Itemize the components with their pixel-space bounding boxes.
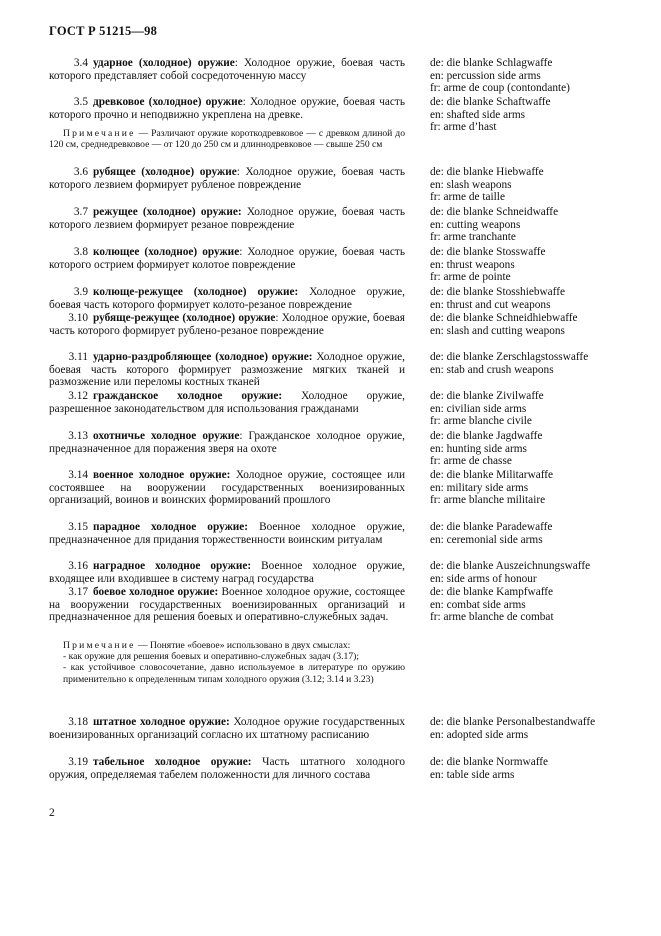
- term-text: Военное холодное оружие, входящее или входившее в систему наград государства: [49, 560, 405, 585]
- foreign-term: de: die blanke Stosswaffe: [430, 246, 546, 258]
- term-text: Военное холодное оружие, предназначенное для придания торжественности воинским ритуалам: [49, 521, 405, 546]
- term-text: : Холодное оружие, боевая часть которого острием формирует колотое повреждение: [49, 246, 405, 271]
- foreign-term: de: die blanke Paradewaffe: [430, 521, 553, 533]
- term-text: : Холодное оружие, боевая часть которого лезвием формирует рубленое повреждение: [49, 166, 405, 191]
- foreign-equivalents: [430, 96, 650, 134]
- term-text: Холодное оружие государственных военизированных организаций согласно их штатному расписанию: [49, 716, 405, 741]
- term-definition: [49, 756, 405, 781]
- term-text: : Холодное оружие, боевая часть которого представляет собой сосредоточенную массу: [49, 57, 406, 82]
- foreign-term: en: ceremonial side arms: [430, 533, 543, 546]
- term-text: Холодное оружие, боевая часть которого формирует колото-резаное повреждение: [49, 286, 405, 311]
- term-definition: [49, 57, 405, 82]
- foreign-term: fr: arme blanche militaire: [430, 494, 546, 507]
- term-definition: [49, 430, 405, 455]
- foreign-term: en: military side arms: [430, 481, 529, 494]
- note-text: — Различают оружие короткодревковое — с древком длиной до 120 см, среднедревковое — от 120 до 250 см и длиннодревковое — свыше 250 см: [49, 128, 405, 151]
- foreign-term: en: slash weapons: [430, 178, 512, 191]
- foreign-term: en: civilian side arms: [430, 402, 527, 415]
- term-number: 3.16: [68, 560, 88, 572]
- foreign-term: de: die blanke Schaftwaffe: [430, 96, 551, 108]
- term-text: : Холодное оружие, боевая часть которого формирует рублено-резаное повреждение: [49, 312, 405, 337]
- term-number: 3.13: [68, 430, 88, 442]
- foreign-term: en: adopted side arms: [430, 728, 529, 741]
- term-definition: [49, 586, 405, 624]
- foreign-equivalents: [430, 560, 650, 585]
- term-definition: [49, 96, 405, 121]
- foreign-term: de: die blanke Jagdwaffe: [430, 430, 543, 442]
- term-name: рубяще-режущее (холодное) оружие: [93, 312, 276, 324]
- foreign-term: en: cutting weapons: [430, 218, 521, 231]
- note-shaft-length: [49, 128, 405, 150]
- term-number: 3.17: [68, 586, 88, 598]
- foreign-term: de: die blanke Schneidwaffe: [430, 206, 559, 218]
- foreign-term: fr: arme de chasse: [430, 455, 512, 468]
- foreign-equivalents: [430, 246, 650, 284]
- foreign-term: fr: arme d’hast: [430, 121, 497, 134]
- term-number: 3.12: [68, 390, 88, 402]
- note-label: Примечание: [63, 128, 136, 139]
- term-definition: [49, 351, 405, 389]
- foreign-equivalents: [430, 286, 650, 311]
- term-number: 3.11: [68, 351, 88, 363]
- term-definition: [49, 166, 405, 191]
- term-number: 3.15: [68, 521, 88, 533]
- foreign-term: fr: arme de coup (contondante): [430, 82, 570, 95]
- note-label: Примечание: [63, 640, 136, 651]
- term-definition: [49, 521, 405, 546]
- foreign-term: en: thrust weapons: [430, 258, 515, 271]
- term-definition: [49, 390, 405, 415]
- foreign-term: fr: arme blanche civile: [430, 415, 532, 428]
- foreign-term: de: die blanke Schneidhiebwaffe: [430, 312, 578, 324]
- term-number: 3.18: [68, 716, 88, 728]
- foreign-term: en: combat side arms: [430, 598, 526, 611]
- term-definition: [49, 286, 405, 311]
- term-name: древковое (холодное) оружие: [93, 96, 243, 108]
- note-item: - как оружие для решения боевых и оперативно-служебных задач (3.17);: [63, 651, 359, 663]
- foreign-term: de: die blanke Normwaffe: [430, 756, 549, 768]
- foreign-equivalents: [430, 390, 650, 428]
- term-number: 3.19: [68, 756, 88, 768]
- foreign-term: en: side arms of honour: [430, 572, 537, 585]
- term-name: колюще-режущее (холодное) оружие:: [93, 286, 299, 298]
- foreign-term: en: thrust and cut weapons: [430, 298, 551, 311]
- term-name: колющее (холодное) оружие: [93, 246, 240, 258]
- term-number: 3.4: [73, 57, 88, 69]
- foreign-term: fr: arme de pointe: [430, 271, 511, 284]
- term-number: 3.7: [73, 206, 88, 218]
- term-name: гражданское холодное оружие:: [93, 390, 283, 402]
- foreign-term: de: die blanke Stosshiebwaffe: [430, 286, 566, 298]
- term-text: Холодное оружие, боевая часть которого формирует размозжение мягких тканей и размозжение или переломы костных тканей: [49, 351, 405, 389]
- term-definition: [49, 246, 405, 271]
- foreign-equivalents: [430, 206, 650, 244]
- foreign-equivalents: [430, 521, 650, 546]
- term-name: рубящее (холодное) оружие: [93, 166, 237, 178]
- foreign-term: en: table side arms: [430, 768, 515, 781]
- term-name: военное холодное оружие:: [93, 469, 231, 481]
- term-name: парадное холодное оружие:: [93, 521, 249, 533]
- foreign-equivalents: [430, 586, 650, 624]
- term-name: ударное (холодное) оружие: [93, 57, 235, 69]
- foreign-term: en: stab and crush weapons: [430, 363, 554, 376]
- foreign-term: en: percussion side arms: [430, 69, 541, 82]
- foreign-term: de: die blanke Zerschlagstosswaffe: [430, 351, 589, 363]
- foreign-equivalents: [430, 716, 650, 741]
- note-item: - как устойчивое словосочетание, давно используемое в литературе по оружию применительно к определенным типам холодного оружия (3.12; 3.14 и 3.23): [63, 662, 405, 685]
- note-combat-meaning: [49, 640, 405, 685]
- foreign-equivalents: [430, 756, 650, 781]
- term-text: Холодное оружие, состоящее или состоявшее на вооружении государственных военизированных организаций, воинов и воинских формирований прошлого: [49, 469, 405, 507]
- foreign-term: fr: arme tranchante: [430, 231, 516, 244]
- page-number: 2: [49, 807, 55, 819]
- term-number: 3.10: [68, 312, 88, 324]
- term-text: Военное холодное оружие, состоящее на вооружении государственных военизированных организаций и предназначенное для решения боевых и оперативно-служебных задач.: [49, 586, 405, 624]
- term-definition: [49, 206, 405, 231]
- foreign-term: de: die blanke Schlagwaffe: [430, 57, 553, 69]
- foreign-term: de: die blanke Zivilwaffe: [430, 390, 544, 402]
- term-definition: [49, 716, 405, 741]
- term-name: боевое холодное оружие:: [93, 586, 219, 598]
- term-name: режущее (холодное) оружие:: [93, 206, 242, 218]
- foreign-term: de: die blanke Militarwaffe: [430, 469, 554, 481]
- foreign-equivalents: [430, 312, 650, 337]
- note-text: — Понятие «боевое» использовано в двух смыслах:: [135, 640, 351, 651]
- term-number: 3.6: [73, 166, 88, 178]
- foreign-term: de: die blanke Kampfwaffe: [430, 586, 554, 598]
- foreign-equivalents: [430, 469, 650, 507]
- term-name: ударно-раздробляющее (холодное) оружие:: [93, 351, 313, 363]
- foreign-equivalents: [430, 57, 650, 95]
- term-text: : Холодное оружие, боевая часть которого прочно и неподвижно укреплена на древке.: [49, 96, 405, 121]
- term-number: 3.9: [73, 286, 88, 298]
- foreign-equivalents: [430, 166, 650, 204]
- term-name: охотничье холодное оружие: [93, 430, 240, 442]
- term-definition: [49, 560, 405, 585]
- term-text: Часть штатного холодного оружия, определяемая табелем положенности для личного состава: [49, 756, 405, 781]
- term-definition: [49, 469, 405, 507]
- foreign-equivalents: [430, 351, 650, 376]
- foreign-term: fr: arme blanche de combat: [430, 611, 554, 624]
- term-text: Холодное оружие, разрешенное законодательством для использования гражданами: [49, 390, 405, 415]
- foreign-term: de: die blanke Hiebwaffe: [430, 166, 544, 178]
- foreign-term: de: die blanke Personalbestandwaffe: [430, 716, 596, 728]
- foreign-term: en: hunting side arms: [430, 442, 527, 455]
- term-definition: [49, 312, 405, 337]
- foreign-term: fr: arme de taille: [430, 191, 505, 204]
- term-number: 3.5: [73, 96, 88, 108]
- standard-header: ГОСТ Р 51215—98: [49, 24, 158, 38]
- term-name: табельное холодное оружие:: [93, 756, 252, 768]
- term-text: Холодное оружие, боевая часть которого лезвием формирует резаное повреждение: [49, 206, 405, 231]
- foreign-term: de: die blanke Auszeichnungswaffe: [430, 560, 591, 572]
- term-name: штатное холодное оружие:: [93, 716, 230, 728]
- foreign-term: en: shafted side arms: [430, 108, 526, 121]
- term-name: наградное холодное оружие:: [93, 560, 252, 572]
- foreign-equivalents: [430, 430, 650, 468]
- term-number: 3.8: [73, 246, 88, 258]
- term-number: 3.14: [68, 469, 88, 481]
- foreign-term: en: slash and cutting weapons: [430, 324, 565, 337]
- term-text: : Гражданское холодное оружие, предназначенное для поражения зверя на охоте: [49, 430, 406, 455]
